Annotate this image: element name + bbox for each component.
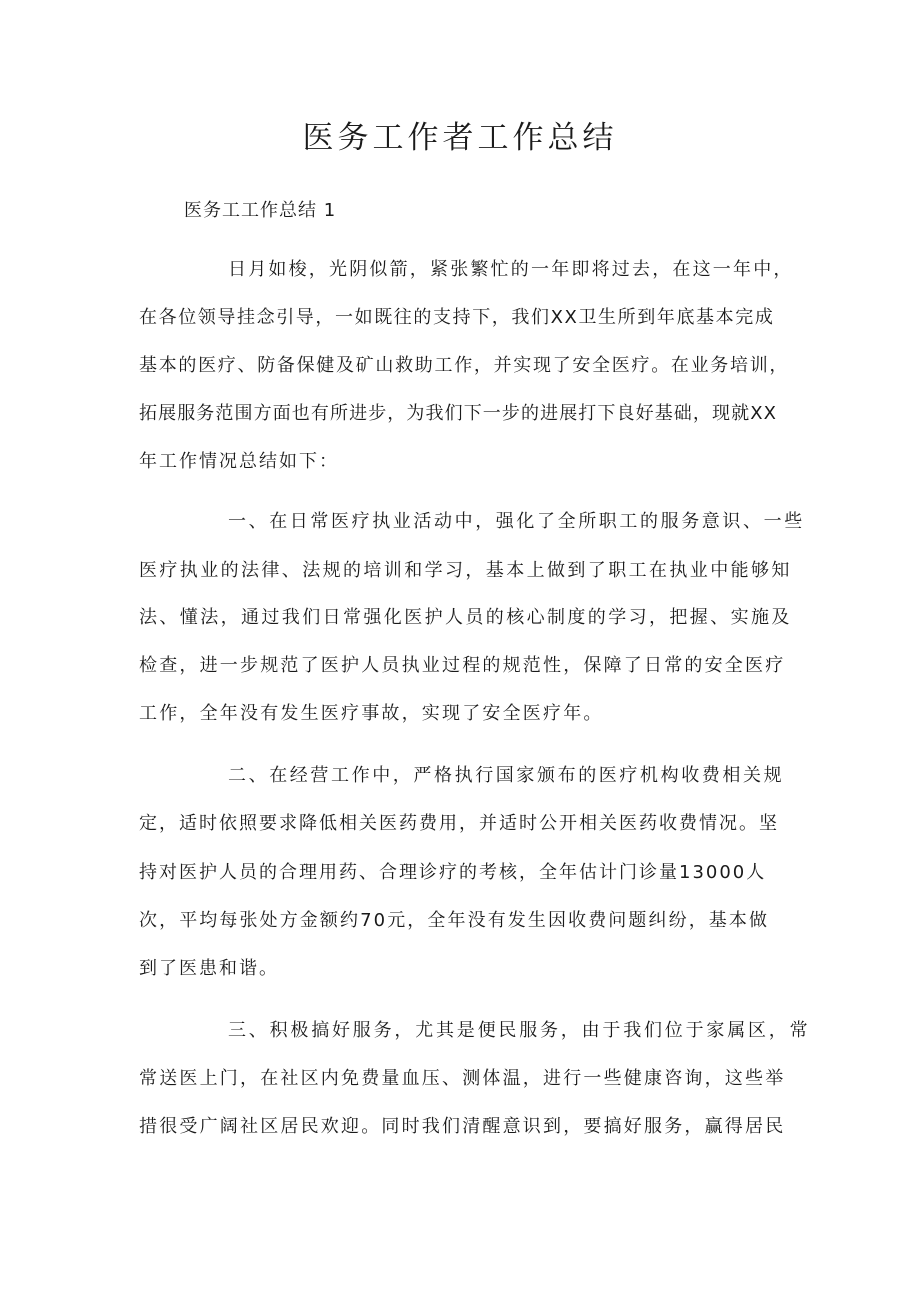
paragraph-4-line-3: 措很受广阔社区居民欢迎。同时我们清醒意识到，要搞好服务，赢得居民 bbox=[139, 1116, 786, 1137]
paragraph-1-line-2: 在各位领导挂念引导，一如既往的支持下，我们XX卫生所到年底基本完成 bbox=[139, 307, 775, 328]
paragraph-2-line-5: 工作，全年没有发生医疗事故，实现了安全医疗年。 bbox=[139, 703, 604, 724]
paragraph-1-line-5: 年工作情况总结如下： bbox=[139, 451, 339, 472]
paragraph-2-line-1: 一、在日常医疗执业活动中，强化了全所职工的服务意识、一些 bbox=[228, 511, 805, 532]
paragraph-3-line-2: 定，适时依照要求降低相关医药费用，并适时公开相关医药收费情况。坚 bbox=[139, 813, 779, 834]
paragraph-1-line-1: 日月如梭，光阴似箭，紧张繁忙的一年即将过去，在这一年中， bbox=[228, 259, 794, 280]
paragraph-2-line-3: 法、懂法，通过我们日常强化医护人员的核心制度的学习，把握、实施及 bbox=[139, 607, 792, 628]
paragraph-1-line-3: 基本的医疗、防备保健及矿山救助工作，并实现了安全医疗。在业务培训， bbox=[139, 355, 790, 376]
paragraph-4-line-1: 三、积极搞好服务，尤其是便民服务，由于我们位于家属区，常 bbox=[228, 1020, 811, 1041]
section-heading: 医务工工作总结 1 bbox=[184, 200, 337, 221]
paragraph-4-line-2: 常送医上门，在社区内免费量血压、测体温，进行一些健康咨询，这些举 bbox=[139, 1068, 786, 1089]
paragraph-2-line-2: 医疗执业的法律、法规的培训和学习，基本上做到了职工在执业中能够知 bbox=[139, 560, 792, 581]
paragraph-3-line-3: 持对医护人员的合理用药、合理诊疗的考核，全年估计门诊量13000人 bbox=[139, 862, 767, 883]
paragraph-3-line-5: 到了医患和谐。 bbox=[139, 958, 279, 979]
paragraph-3-line-1: 二、在经营工作中，严格执行国家颁布的医疗机构收费相关规 bbox=[228, 765, 785, 786]
paragraph-3-line-4: 次，平均每张处方金额约70元，全年没有发生因收费问题纠纷，基本做 bbox=[139, 910, 770, 931]
document-title: 医务工作者工作总结 bbox=[302, 120, 618, 156]
paragraph-1-line-4: 拓展服务范围方面也有所进步，为我们下一步的进展打下良好基础，现就XX bbox=[139, 403, 778, 424]
paragraph-2-line-4: 检查，进一步规范了医护人员执业过程的规范性，保障了日常的安全医疗 bbox=[139, 655, 786, 676]
